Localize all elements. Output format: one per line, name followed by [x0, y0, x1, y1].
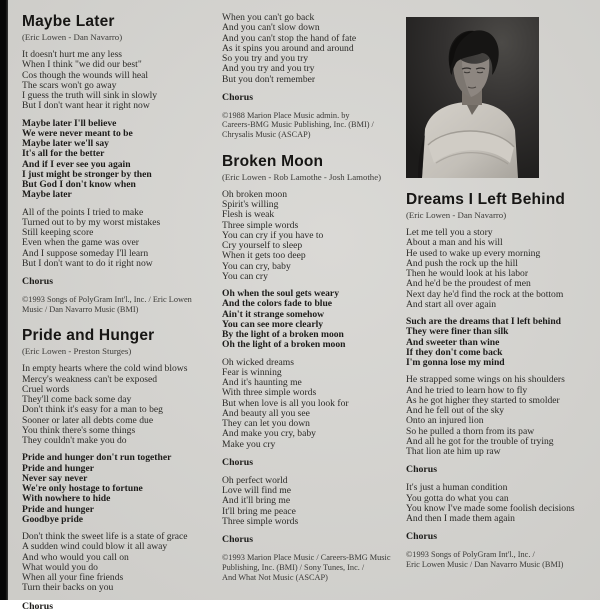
lyric-line: And I suppose someday I'll learn [22, 247, 149, 259]
copyright-notice [22, 295, 212, 314]
verse-stanza [406, 228, 586, 310]
lyric-line: Maybe later [22, 189, 72, 201]
page-content [8, 0, 600, 612]
lyrics-column-1 [22, 13, 212, 612]
song-writers: (Eric Lowen - Dan Navarro) [22, 32, 123, 42]
lyric-line: And then I made them again [406, 513, 515, 524]
lyric-line: Three simple words [222, 515, 299, 527]
chorus-label: Chorus [406, 464, 438, 476]
lyric-line: You think there's some things [22, 424, 136, 436]
lyric-line: ©1988 Marion Place Music admin. by [222, 110, 350, 120]
lyric-line: With three simple words [222, 387, 317, 399]
verse-stanza [222, 190, 394, 282]
song-writers: (Eric Lowen - Preston Sturges) [22, 346, 132, 357]
lyric-line: And he fell out of the sky [406, 405, 505, 416]
lyrics-column-3 [406, 13, 586, 600]
lyric-line: Such are the dreams that I left behind [406, 316, 562, 327]
song-title: Broken Moon [222, 152, 324, 170]
song-title: Pride and Hunger [22, 327, 155, 345]
lyric-line: But I don't want hear it right now [22, 100, 150, 112]
song-title: Maybe Later [22, 13, 115, 30]
lyric-line: Even when the game was over [22, 237, 139, 249]
lyric-line: It doesn't hurt me any less [22, 49, 123, 60]
lyric-line: I guess the truth will sink in slowly [22, 90, 158, 101]
lyric-line: And beauty all you see [222, 407, 310, 419]
lyric-line: Still keeping score [22, 227, 94, 238]
lyric-line: Three simple words [222, 219, 299, 231]
lyric-line: When you can't go back [222, 12, 315, 23]
song-writers: (Eric Lowen - Dan Navarro) [406, 210, 507, 220]
lyric-line: Onto an injured lion [406, 415, 484, 427]
lyric-line: They can let you down [222, 418, 310, 430]
verse-stanza [22, 364, 212, 446]
lyric-line: Music / Dan Navarro Music (BMI) [22, 304, 139, 314]
song-title: Dreams I Left Behind [406, 191, 566, 208]
chorus-stanza [406, 317, 586, 368]
lyric-line: But I don't want to do it right now [22, 257, 153, 269]
chorus-label: Chorus [406, 531, 438, 543]
copyright-notice [222, 553, 394, 582]
lyric-line: I just might be stronger by then [22, 168, 152, 180]
lyric-line: And push the rock up the hill [406, 257, 518, 269]
song-writers: (Eric Lowen - Rob Lamothe - Josh Lamothe) [222, 171, 382, 182]
lyric-line: It's all for the better [22, 148, 105, 160]
lyric-line: What would you do [22, 561, 98, 573]
lyric-line: And all he got for the trouble of trying [406, 435, 554, 447]
lyric-line: A sudden wind could blow it all away [22, 541, 168, 553]
lyric-line: As he got higher they started to smolder [406, 394, 560, 406]
lyric-line: And it'll bring me [222, 495, 291, 507]
lyric-line: And it's haunting me [222, 377, 302, 389]
lyric-line: And you try and you try [222, 63, 315, 75]
lyric-line: They were finer than silk [406, 326, 509, 338]
verse-stanza [22, 532, 212, 594]
lyric-line: Pride and hunger [22, 462, 94, 474]
verse-stanza [222, 358, 394, 450]
lyric-line: Maybe later I'll believe [22, 117, 117, 129]
lyric-line: By the light of a broken moon [222, 329, 344, 341]
lyric-line: It's just a human condition [406, 482, 508, 494]
lyric-line: Cry yourself to sleep [222, 240, 303, 252]
lyric-line: Spirit's willing [222, 199, 279, 211]
lyric-line: Cos though the wounds will heal [22, 69, 149, 81]
copyright-notice [222, 111, 394, 140]
lyrics-column-3-text [406, 191, 586, 570]
lyric-line: If they don't come back [406, 346, 503, 358]
lyric-line: Don't think it's easy for a man to beg [22, 404, 163, 416]
lyric-line: Ain't it strange somehow [222, 308, 325, 320]
lyric-line: You gotta do what you can [406, 492, 509, 504]
lyric-line: Publishing, Inc. (BMI) / Sony Tunes, Inc. / [222, 562, 365, 572]
lyric-line: Then he would look at his labor [406, 268, 529, 279]
lyric-line: Turned out to by my worst mistakes [22, 216, 161, 228]
lyric-line: They'll come back some day [22, 394, 132, 406]
chorus-stanza [22, 453, 212, 525]
lyric-line: It'll bring me peace [222, 505, 296, 517]
lyric-line: You know I've made some foolish decisions [406, 502, 575, 514]
lyric-line: And What Not Music (ASCAP) [222, 572, 328, 582]
portrait-photo [406, 17, 539, 178]
lyric-line: Oh broken moon [222, 188, 288, 200]
lyric-line: You can see more clearly [222, 318, 324, 330]
portrait-photo-art [406, 17, 539, 178]
lyric-line: You can cry, baby [222, 260, 291, 272]
verse-stanza [22, 208, 212, 270]
lyric-line: Next day he'd find the rock at the bottom [406, 288, 564, 300]
lyric-line: Cruel words [22, 383, 70, 395]
lyric-line: He used to wake up every morning [406, 247, 541, 259]
lyric-line: Pride and hunger [22, 503, 94, 515]
lyric-line: ©1993 Songs of PolyGram Int'l., Inc. / Eric Lowen [22, 295, 192, 304]
lyric-line: You can cry if you have to [222, 229, 324, 241]
chorus-label: Chorus [222, 91, 254, 103]
lyric-line: When it gets too deep [222, 250, 306, 262]
lyric-line: About a man and his will [406, 237, 503, 249]
lyric-line: When I think "we did our best" [22, 59, 142, 71]
chorus-label: Chorus [22, 276, 54, 287]
chorus-stanza [222, 289, 394, 351]
lyric-line: And you can't stop the hand of fate [222, 32, 357, 44]
lyric-line: When all your fine friends [22, 572, 124, 584]
chorus-label: Chorus [222, 534, 254, 546]
lyric-line: Sooner or later all debts come due [22, 414, 154, 426]
lyric-line: Flesh is weak [222, 209, 275, 221]
lyric-line: Oh perfect world [222, 474, 288, 486]
verse-stanza [406, 483, 586, 524]
copyright-notice [406, 550, 586, 569]
lyric-line: Careers-BMG Music Publishing, Inc. (BMI) / [222, 120, 374, 130]
lyric-line: And he tried to learn how to fly [406, 384, 528, 396]
lyric-line: But you don't remember [222, 73, 316, 85]
lyric-line: And make you cry, baby [222, 428, 316, 440]
chorus-stanza [22, 119, 212, 201]
lyric-line: Oh wicked dreams [222, 356, 294, 368]
lyric-line: Oh the light of a broken moon [222, 339, 346, 351]
lyric-line: Don't think the sweet life is a state of grace [22, 531, 188, 543]
chorus-label: Chorus [22, 600, 54, 612]
lyric-line: As it spins you around and around [222, 42, 354, 54]
lyric-line: They couldn't make you do [22, 435, 127, 447]
lyric-line: Eric Lowen Music / Dan Navarro Music (BMI) [406, 559, 564, 569]
lyric-line: Fear is winning [222, 366, 282, 378]
booklet-spine-shadow [0, 0, 8, 600]
lyric-line: And who would you call on [22, 551, 129, 563]
lyric-line: Love will find me [222, 485, 292, 497]
lyric-line: Mercy's weakness can't be exposed [22, 373, 158, 385]
verse-stanza [22, 50, 212, 112]
lyric-line: And he'd be the proudest of men [406, 278, 531, 290]
lyrics-column-2 [222, 13, 394, 600]
chorus-label: Chorus [222, 456, 254, 468]
lyric-line: And start all over again [406, 298, 497, 310]
verse-stanza [222, 476, 394, 527]
lyric-line: So he pulled a thorn from its paw [406, 425, 535, 437]
lyric-line: We're only hostage to fortune [22, 483, 143, 495]
verse-stanza [406, 375, 586, 457]
lyric-line: Goodbye pride [22, 513, 84, 525]
lyric-line: That lion ate him up raw [406, 446, 501, 457]
lyric-line: Maybe later we'll say [22, 138, 109, 149]
lyric-line: He strapped some wings on his shoulders [406, 374, 565, 386]
lyric-line: So you try and you try [222, 53, 309, 64]
lyric-line: Chrysalis Music (ASCAP) [222, 130, 311, 140]
lyric-line: Make you cry [222, 438, 276, 450]
lyric-line: You can cry [222, 270, 268, 282]
lyric-line: Oh when the soul gets weary [222, 288, 339, 300]
lyric-line: Turn their backs on you [22, 582, 114, 594]
lyric-line: But God I don't know when [22, 179, 136, 190]
lyric-line: Pride and hunger don't run together [22, 452, 172, 464]
lyric-line: Let me tell you a story [406, 227, 493, 238]
lyric-line: But when love is all you look for [222, 397, 349, 409]
lyric-line: And sweeter than wine [406, 336, 500, 348]
lyric-line: All of the points I tried to make [22, 206, 144, 218]
lyric-line: We were never meant to be [22, 127, 133, 139]
lyric-line: And you can't slow down [222, 22, 320, 34]
verse-stanza [222, 13, 394, 85]
lyric-line: ©1993 Songs of PolyGram Int'l., Inc. / [406, 550, 535, 560]
lyric-line: And if I ever see you again [22, 158, 131, 170]
lyric-line: In empty hearts where the cold wind blows [22, 363, 188, 375]
lyric-line: And the colors fade to blue [222, 298, 333, 310]
lyric-line: I'm gonna lose my mind [406, 357, 505, 368]
lyric-line: With nowhere to hide [22, 493, 111, 505]
lyric-line: ©1993 Marion Place Music / Careers-BMG Music [222, 553, 391, 563]
lyric-line: The scars won't go away [22, 79, 117, 91]
lyric-line: Never say never [22, 472, 88, 484]
